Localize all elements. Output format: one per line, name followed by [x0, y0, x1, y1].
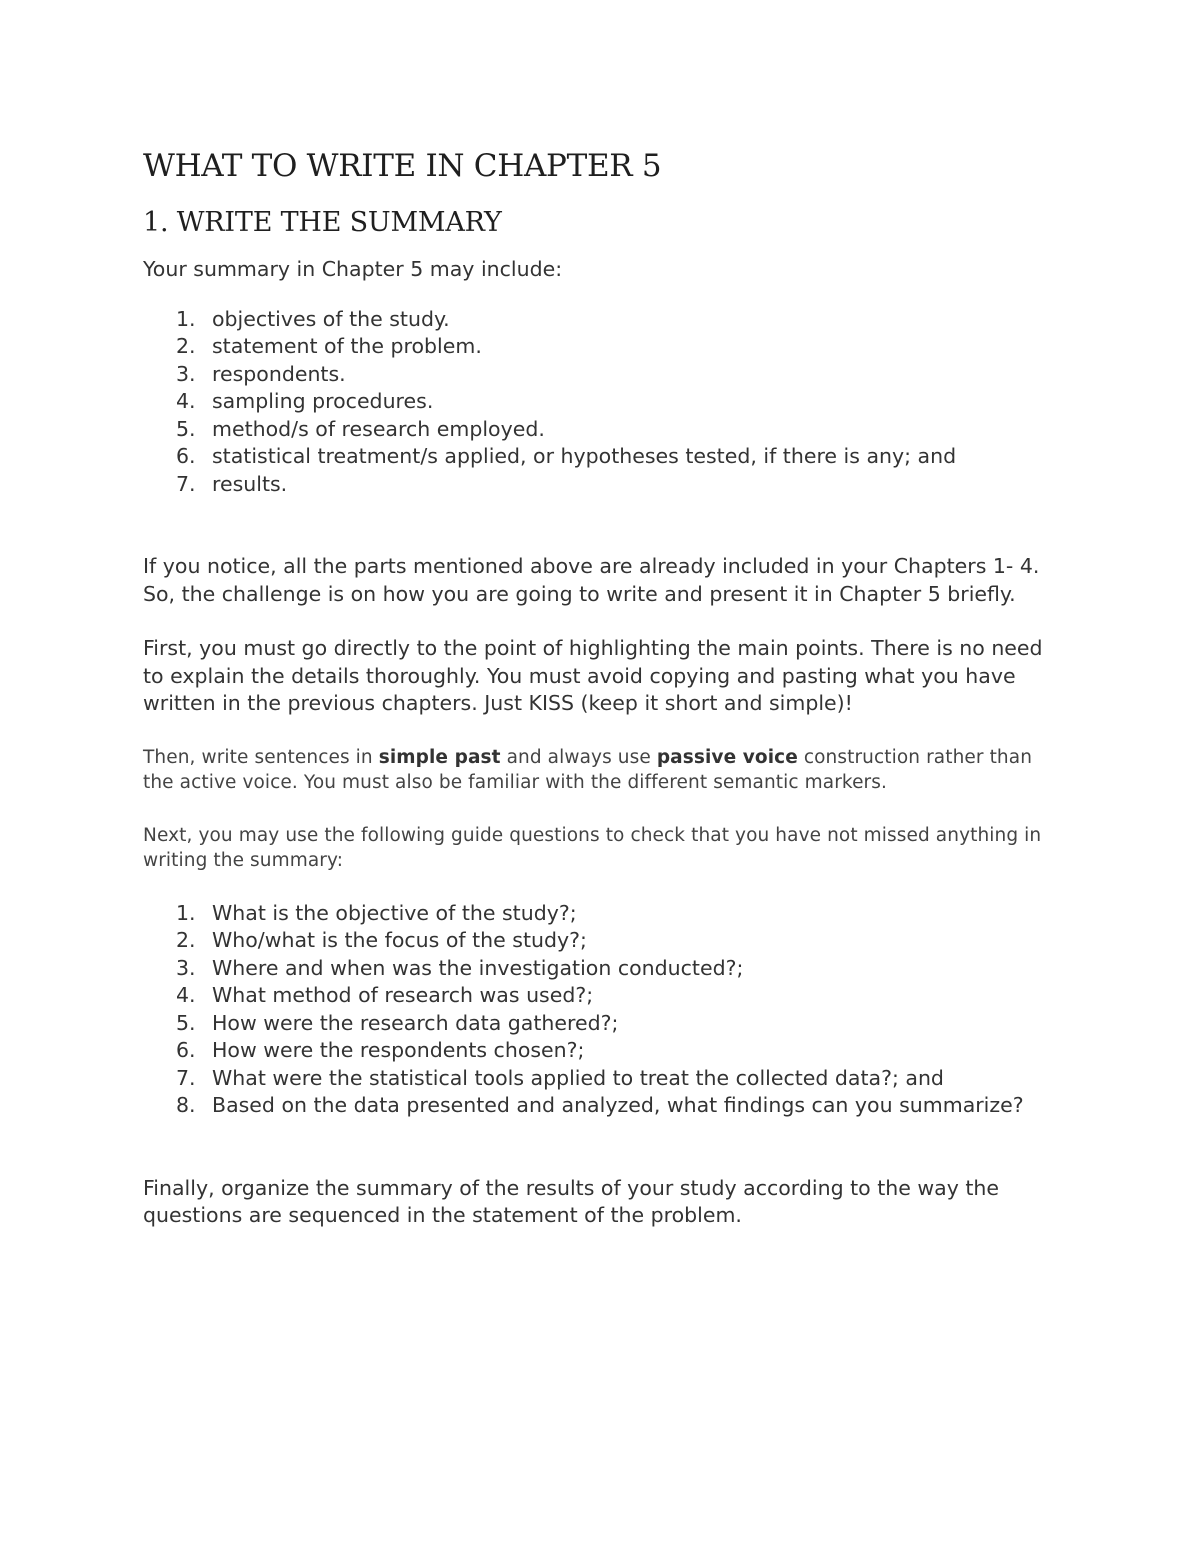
list-item-text: What is the objective of the study?;	[212, 900, 577, 925]
list-item-text: sampling procedures.	[212, 389, 434, 413]
then-paragraph	[143, 745, 1063, 796]
list-item-number: 5.	[176, 1010, 196, 1035]
list-item-text: respondents.	[212, 361, 346, 386]
next-paragraph: Next, you may use the following guide questions to check that you have not missed anything in writing the summary:	[143, 824, 1042, 871]
list-item-number: 4.	[176, 983, 196, 1007]
passive-voice-term: passive voice	[656, 746, 798, 768]
list-item	[143, 333, 1063, 361]
list-item-text: objectives of the study.	[212, 306, 450, 331]
list-item-text: Who/what is the focus of the study?;	[212, 928, 587, 952]
list-item	[143, 306, 1063, 334]
list-item-text: What were the statistical tools applied to treat the collected data?; and	[212, 1065, 944, 1090]
list-item	[143, 443, 1063, 471]
list-item-number: 6.	[176, 444, 196, 468]
first-paragraph: First, you must go directly to the point of highlighting the main points. There is no need to explain the details thoroughly. You must avoid copying and pasting what you have written in the previous chapters. Just KISS (keep it short and simple)!	[143, 636, 1043, 715]
list-item-number: 7.	[176, 1065, 196, 1090]
list-item	[143, 388, 1063, 416]
list-item-number: 4.	[176, 389, 196, 413]
summary-items-list	[143, 306, 1063, 499]
document-content	[143, 146, 1063, 1230]
list-item-text: Based on the data presented and analyzed, what findings can you summarize?	[212, 1093, 1024, 1117]
list-item-text: What method of research was used?;	[212, 983, 594, 1007]
list-item-number: 2.	[176, 334, 196, 358]
list-item	[143, 1092, 1063, 1120]
list-item-number: 3.	[176, 955, 196, 980]
list-item-number: 6.	[176, 1038, 196, 1062]
list-item	[143, 1010, 1063, 1038]
document-title: WHAT TO WRITE IN CHAPTER 5	[143, 148, 662, 184]
list-item-text: Where and when was the investigation conducted?;	[212, 955, 744, 980]
then-text-2: and always use	[500, 746, 657, 768]
list-item	[143, 900, 1063, 928]
list-item-number: 7.	[176, 471, 196, 496]
list-item-text: statistical treatment/s applied, or hypotheses tested, if there is any; and	[212, 444, 957, 468]
list-item-text: How were the research data gathered?;	[212, 1010, 619, 1035]
list-item-number: 1.	[176, 900, 196, 925]
list-item-number: 3.	[176, 361, 196, 386]
list-item-text: statement of the problem.	[212, 334, 482, 358]
simple-past-term: simple past	[378, 746, 501, 768]
list-item	[143, 471, 1063, 499]
list-item-text: method/s of research employed.	[212, 416, 545, 441]
finally-paragraph: Finally, organize the summary of the results of your study according to the way the questions are sequenced in the statement of the problem.	[143, 1175, 999, 1227]
list-item-text: results.	[212, 471, 288, 496]
list-item	[143, 361, 1063, 389]
then-text-1: Then, write sentences in	[143, 746, 379, 768]
list-item	[143, 927, 1063, 955]
list-item	[143, 1037, 1063, 1065]
list-item-number: 2.	[176, 928, 196, 952]
list-item	[143, 982, 1063, 1010]
section-heading: 1. WRITE THE SUMMARY	[143, 207, 502, 238]
list-item	[143, 955, 1063, 983]
intro-paragraph: Your summary in Chapter 5 may include:	[143, 257, 563, 281]
guide-questions-list	[143, 900, 1063, 1120]
list-item-number: 5.	[176, 416, 196, 441]
list-item	[143, 416, 1063, 444]
list-item	[143, 1065, 1063, 1093]
list-item-text: How were the respondents chosen?;	[212, 1038, 585, 1062]
notice-paragraph: If you notice, all the parts mentioned above are already included in your Chapters 1- 4. So, the challenge is on how you are going to write and present it in Chapter 5 briefly.	[143, 554, 1040, 606]
list-item-number: 8.	[176, 1093, 196, 1117]
list-item-number: 1.	[176, 306, 196, 331]
then-text-3: construction rather than the active voice. You must also be familiar with the different semantic markers.	[143, 746, 1033, 793]
